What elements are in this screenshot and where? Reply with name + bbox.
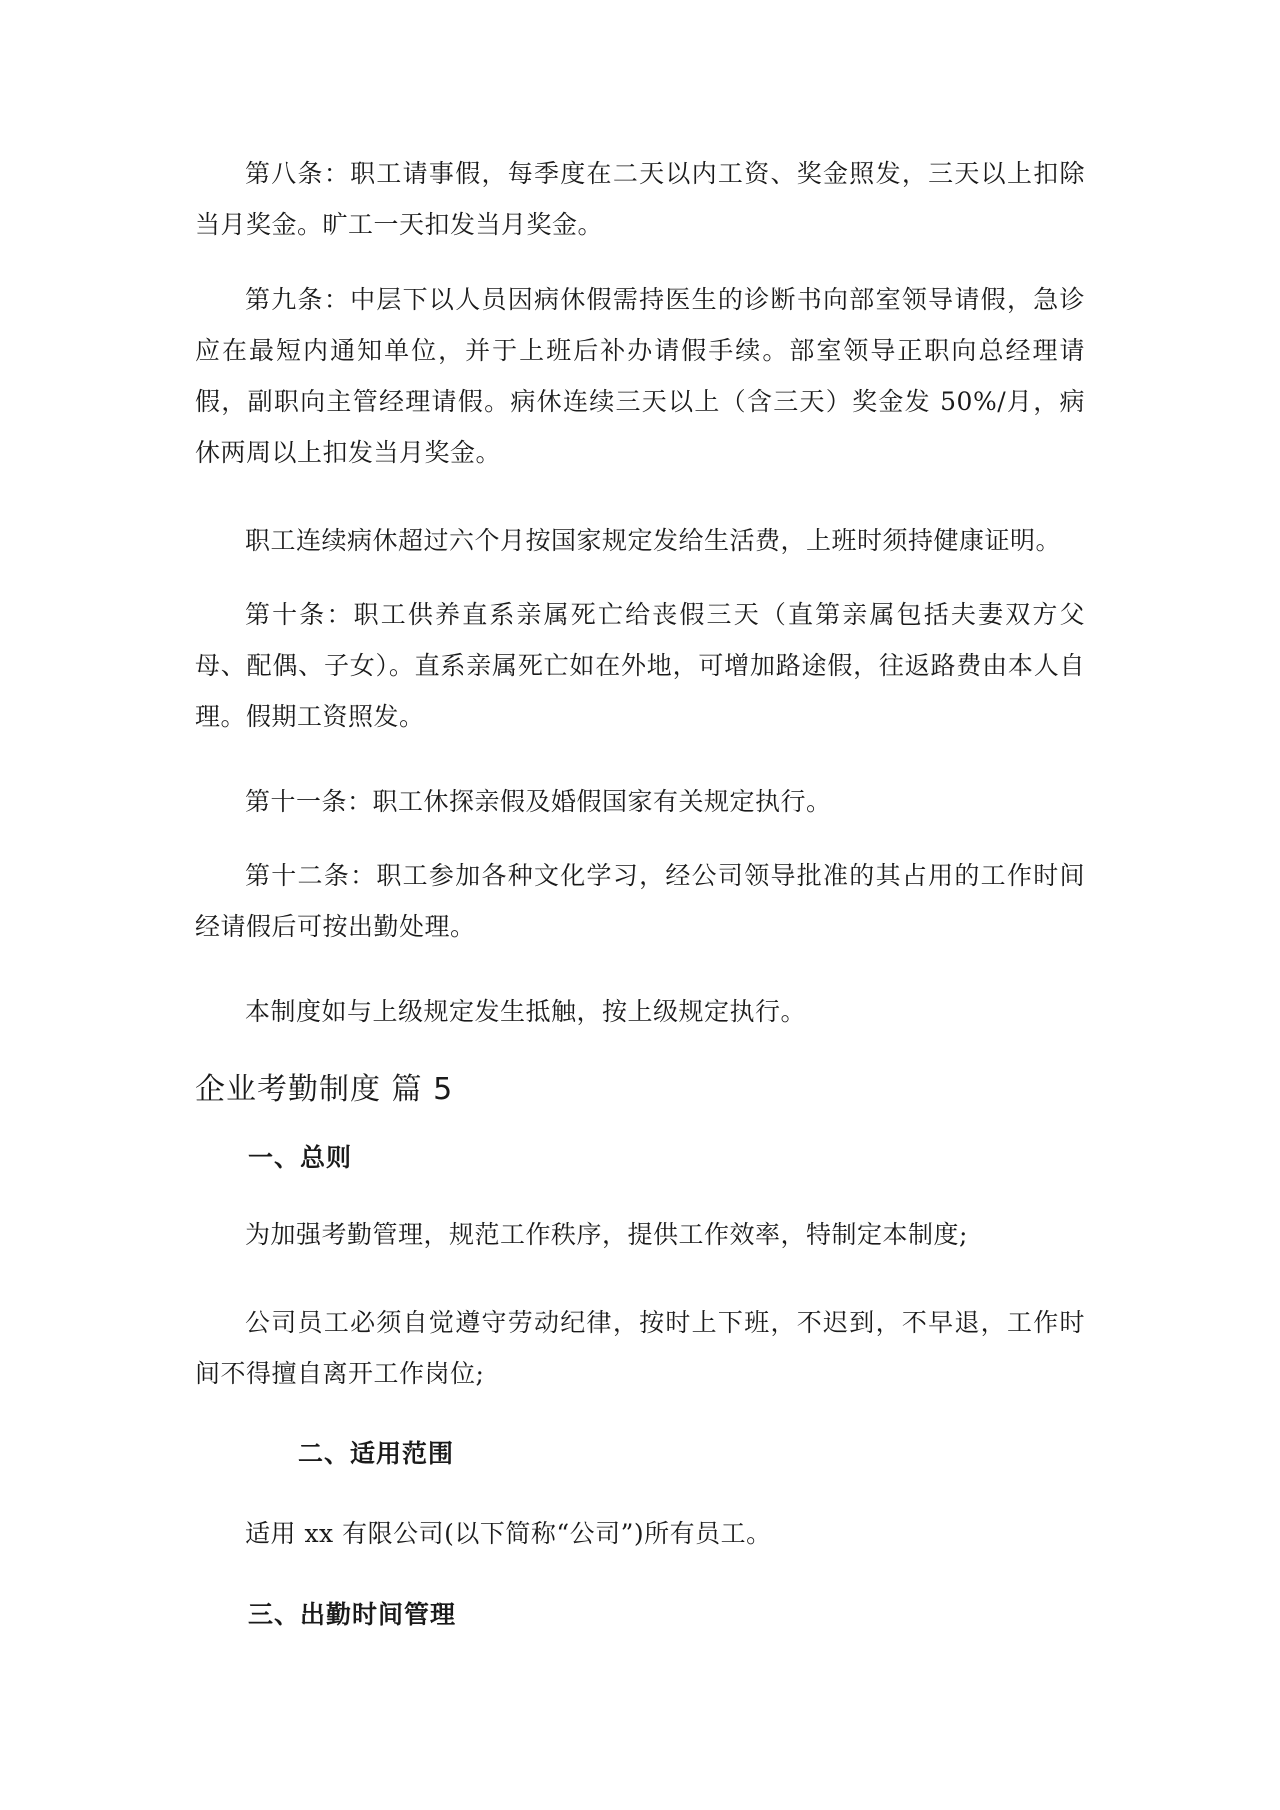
conflict-paragraph: 本制度如与上级规定发生抵触，按上级规定执行。 (245, 997, 807, 1026)
attendance-time-heading: 三、出勤时间管理 (248, 1600, 457, 1629)
scope-paragraph: 适用 xx 有限公司(以下简称“公司”)所有员工。 (245, 1519, 772, 1548)
scope-heading: 二、适用范围 (298, 1439, 455, 1468)
article-10-paragraph: 第十条：职工供养直系亲属死亡给丧假三天（直第亲属包括夫妻双方父母、配偶、子女）。直系亲属死亡如在外地，可增加路途假，往返路费由本人自理。假期工资照发。 (195, 600, 1085, 731)
general-paragraph-1: 为加强考勤管理，规范工作秩序，提供工作效率，特制定本制度; (245, 1220, 968, 1249)
article-12-paragraph: 第十二条：职工参加各种文化学习，经公司领导批准的其占用的工作时间经请假后可按出勤处理。 (195, 861, 1085, 941)
general-heading: 一、总则 (248, 1143, 353, 1172)
article-8-paragraph: 第八条：职工请事假，每季度在二天以内工资、奖金照发，三天以上扣除当月奖金。旷工一天扣发当月奖金。 (195, 159, 1085, 239)
article-11-paragraph: 第十一条：职工休探亲假及婚假国家有关规定执行。 (245, 787, 832, 816)
general-paragraph-2: 公司员工必须自觉遵守劳动纪律，按时上下班，不迟到，不早退，工作时间不得擅自离开工作岗位; (195, 1308, 1085, 1388)
article-9-paragraph: 第九条：中层下以人员因病休假需持医生的诊断书向部室领导请假，急诊应在最短内通知单位，并于上班后补办请假手续。部室领导正职向总经理请假，副职向主管经理请假。病休连续三天以上（含三天）奖金发 50%/月，病休两周以上扣发当月奖金。 (195, 285, 1085, 467)
section-title: 企业考勤制度 篇 5 (195, 1072, 454, 1107)
sick-leave-paragraph: 职工连续病休超过六个月按国家规定发给生活费，上班时须持健康证明。 (245, 526, 1062, 555)
